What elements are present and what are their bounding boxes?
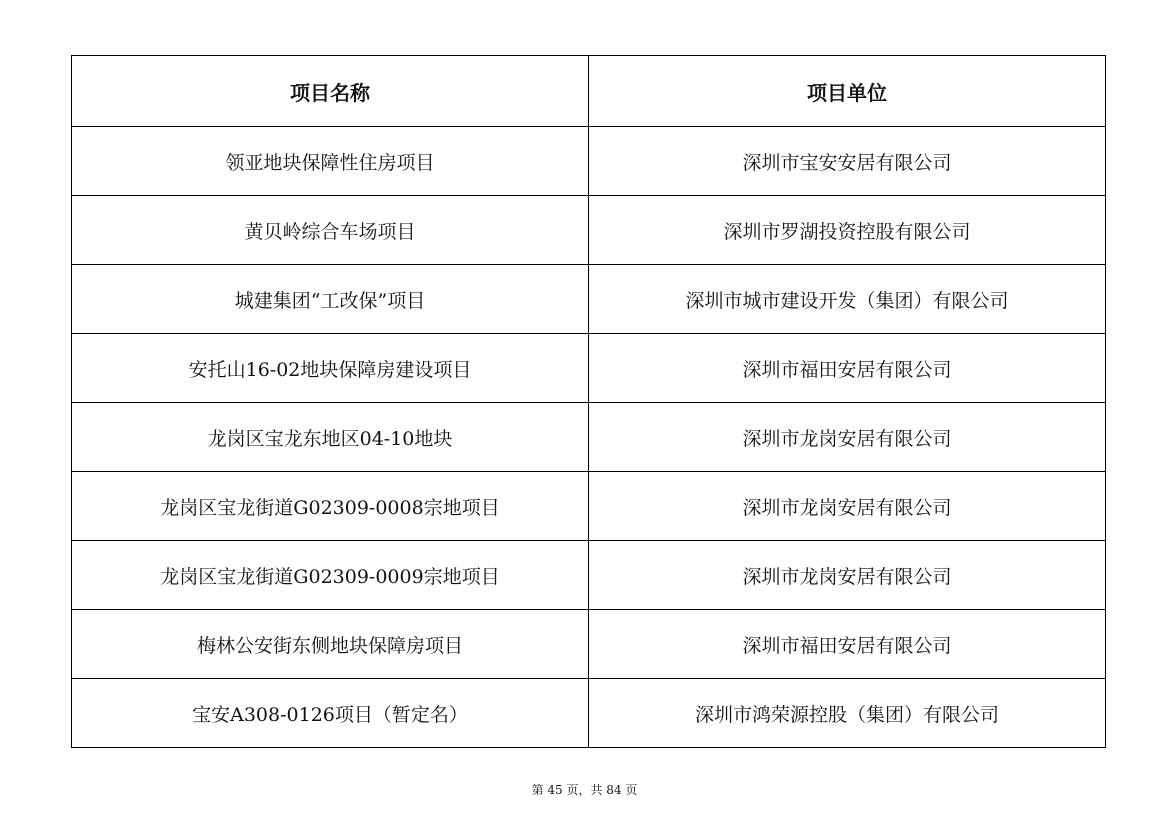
project-unit-cell: 深圳市城市建设开发（集团）有限公司 xyxy=(589,265,1106,334)
table-row xyxy=(72,472,1106,541)
table-row xyxy=(72,403,1106,472)
project-name-cell: 领亚地块保障性住房项目 xyxy=(72,127,589,196)
project-name-cell: 黄贝岭综合车场项目 xyxy=(72,196,589,265)
project-name-cell: 安托山16-02地块保障房建设项目 xyxy=(72,334,589,403)
project-unit-cell: 深圳市龙岗安居有限公司 xyxy=(589,541,1106,610)
project-unit-cell: 深圳市龙岗安居有限公司 xyxy=(589,472,1106,541)
project-unit-cell: 深圳市龙岗安居有限公司 xyxy=(589,403,1106,472)
page-number-footer: 第 45 页，共 84 页 xyxy=(531,783,638,797)
project-name-cell: 城建集团“工改保”项目 xyxy=(72,265,589,334)
projects-table xyxy=(71,55,1106,748)
project-name-cell: 梅林公安街东侧地块保障房项目 xyxy=(72,610,589,679)
project-unit-cell: 深圳市福田安居有限公司 xyxy=(589,610,1106,679)
header-project-unit: 项目单位 xyxy=(589,56,1106,127)
project-unit-cell: 深圳市宝安安居有限公司 xyxy=(589,127,1106,196)
table-row xyxy=(72,334,1106,403)
table-header-row xyxy=(72,56,1106,127)
table-row xyxy=(72,679,1106,748)
table-row xyxy=(72,127,1106,196)
project-name-cell: 宝安A308-0126项目（暂定名） xyxy=(72,679,589,748)
project-unit-cell: 深圳市罗湖投资控股有限公司 xyxy=(589,196,1106,265)
project-name-cell: 龙岗区宝龙东地区04-10地块 xyxy=(72,403,589,472)
project-name-cell: 龙岗区宝龙街道G02309-0008宗地项目 xyxy=(72,472,589,541)
table-row xyxy=(72,541,1106,610)
project-unit-cell: 深圳市鸿荣源控股（集团）有限公司 xyxy=(589,679,1106,748)
table-row xyxy=(72,196,1106,265)
table-row xyxy=(72,265,1106,334)
header-project-name: 项目名称 xyxy=(72,56,589,127)
project-name-cell: 龙岗区宝龙街道G02309-0009宗地项目 xyxy=(72,541,589,610)
table-row xyxy=(72,610,1106,679)
project-unit-cell: 深圳市福田安居有限公司 xyxy=(589,334,1106,403)
